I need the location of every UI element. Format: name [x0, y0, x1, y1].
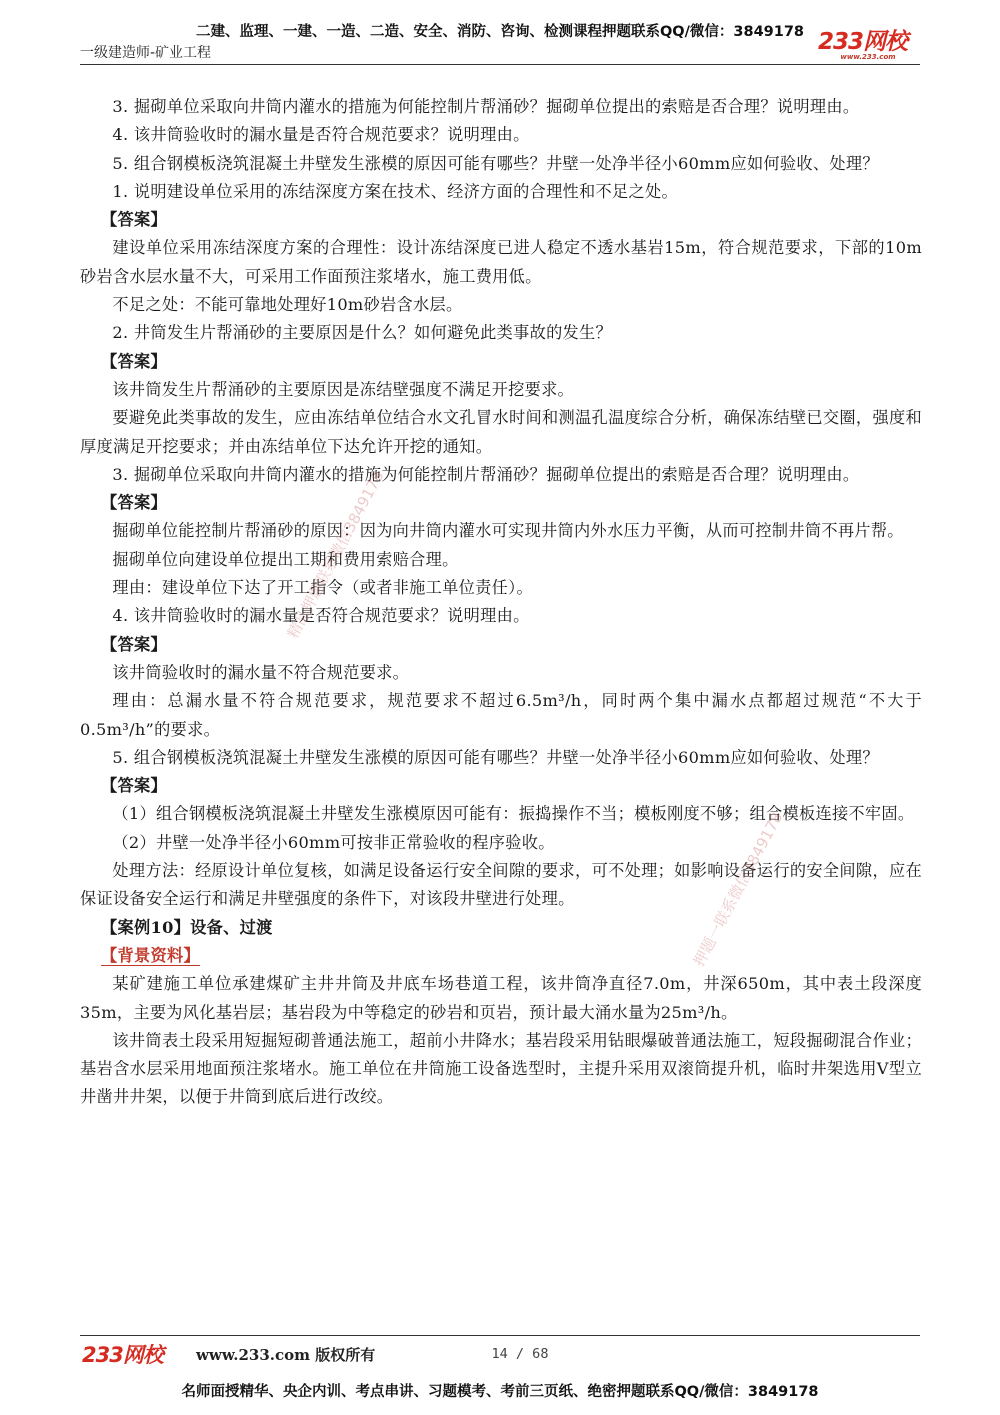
answer-label: 【答案】 — [101, 210, 167, 230]
answer-paragraph: （2）井壁一处净半径小60mm可按非正常验收的程序验收。 — [112, 832, 555, 852]
watermark: 精品押题联系微信3849178 — [283, 467, 388, 642]
answer-paragraph: （1）组合钢模板浇筑混凝土井壁发生涨模原因可能有：振捣操作不当；模板刚度不够；组合模板连接不牢固。 — [112, 804, 915, 824]
answer-paragraph: 不足之处：不能可靠地处理好10m砂岩含水层。 — [112, 295, 463, 315]
question-4: 4. 该井筒验收时的漏水量是否符合规范要求？说明理由。 — [112, 125, 530, 145]
answer-label: 【答案】 — [101, 351, 167, 371]
answer-paragraph: 处理方法：经原设计单位复核，如满足设备运行安全间隙的要求，可不处理；如影响设备运行的安全间隙，应在保证设备安全运行和满足井壁强度的条件下，对该段井壁进行处理。 — [80, 861, 922, 909]
answer-label: 【答案】 — [101, 493, 167, 513]
logo-text: 233网校 — [818, 29, 908, 55]
question-3: 3. 掘砌单位采取向井筒内灌水的措施为何能控制片帮涌砂？掘砌单位提出的索赔是否合理？说明理由。 — [112, 97, 860, 116]
answer-paragraph: 该井筒验收时的漏水量不符合规范要求。 — [112, 662, 410, 682]
background-label: 【背景资料】 — [101, 945, 200, 965]
answer-paragraph: 理由：总漏水量不符合规范要求，规范要求不超过6.5m³/h，同时两个集中漏水点都超过规范“不大于0.5m³/h”的要求。 — [80, 691, 922, 739]
footer-divider — [80, 1335, 920, 1336]
logo-url: www.233.com — [840, 53, 896, 61]
header-banner: 二建、监理、一建、一造、二造、安全、消防、咨询、检测课程押题联系QQ/微信：3849178 — [195, 24, 805, 40]
answer-paragraph: 掘砌单位向建设单位提出工期和费用索赔合理。 — [112, 549, 459, 569]
header-divider — [80, 64, 920, 65]
answer-paragraph: 要避免此类事故的发生，应由冻结单位结合水文孔冒水时间和测温孔温度综合分析，确保冻结壁已交圈，强度和厚度满足开挖要求；并由冻结单位下达允许开挖的通知。 — [80, 408, 922, 456]
footer-copyright: www.233.com 版权所有 — [196, 1346, 376, 1364]
answer-paragraph: 理由：建设单位下达了开工指令（或者非施工单位责任）。 — [112, 578, 533, 598]
question-2-repeat: 2. 井筒发生片帮涌砂的主要原因是什么？如何避免此类事故的发生？ — [112, 323, 613, 343]
document-body — [80, 93, 922, 1112]
background-paragraph: 该井筒表土段采用短掘短砌普通法施工，超前小井降水；基岩段采用钻眼爆破普通法施工，短段掘砌混合作业；基岩含水层采用地面预注浆堵水。施工单位在井筒施工设备选型时，主提升采用双滚筒提升机，临时井架选用V型立井凿井井架，以便于井筒到底后进行改绞。 — [80, 1030, 922, 1107]
background-heading — [80, 942, 922, 970]
answer-paragraph: 建设单位采用冻结深度方案的合理性：设计冻结深度已进人稳定不透水基岩15m，符合规范要求，下部的10m砂岩含水层水量不大，可采用工作面预注浆堵水，施工费用低。 — [80, 238, 922, 286]
answer-paragraph: 掘砌单位能控制片帮涌砂的原因：因为向井筒内灌水可实现井筒内外水压力平衡，从而可控制井筒不再片帮。 — [112, 521, 904, 541]
question-5-repeat: 5. 组合钢模板浇筑混凝土井壁发生涨模的原因可能有哪些？井壁一处净半径小60mm应如何验收、处理？ — [112, 747, 879, 767]
brand-logo — [818, 30, 918, 61]
answer-paragraph: 该井筒发生片帮涌砂的主要原因是冻结壁强度不满足开挖要求。 — [112, 379, 575, 399]
question-3-repeat: 3. 掘砌单位采取向井筒内灌水的措施为何能控制片帮涌砂？掘砌单位提出的索赔是否合理？说明理由。 — [112, 464, 860, 484]
watermark: 押题一联系微信3849178 — [689, 809, 787, 970]
question-1-repeat: 1. 说明建设单位采用的冻结深度方案在技术、经济方面的合理性和不足之处。 — [112, 181, 678, 201]
page-number: 14 / 68 — [491, 1346, 549, 1362]
subject-title: 一级建造师-矿业工程 — [80, 45, 212, 61]
question-4-repeat: 4. 该井筒验收时的漏水量是否符合规范要求？说明理由。 — [112, 606, 530, 626]
answer-label: 【答案】 — [101, 634, 167, 654]
footer-banner: 名师面授精华、央企内训、考点串讲、习题模考、考前三页纸、绝密押题联系QQ/微信：3849178 — [181, 1384, 819, 1400]
answer-label: 【答案】 — [101, 776, 167, 796]
background-paragraph: 某矿建施工单位承建煤矿主井井筒及井底车场巷道工程，该井筒净直径7.0m，井深650m，其中表土段深度35m，主要为风化基岩层；基岩段为中等稳定的砂岩和页岩，预计最大涌水量为25m³/h。 — [80, 974, 922, 1022]
footer-logo: 233网校 — [82, 1343, 163, 1367]
case-heading: 【案例10】设备、过渡 — [101, 917, 273, 937]
question-5: 5. 组合钢模板浇筑混凝土井壁发生涨模的原因可能有哪些？井壁一处净半径小60mm应如何验收、处理？ — [112, 153, 879, 173]
